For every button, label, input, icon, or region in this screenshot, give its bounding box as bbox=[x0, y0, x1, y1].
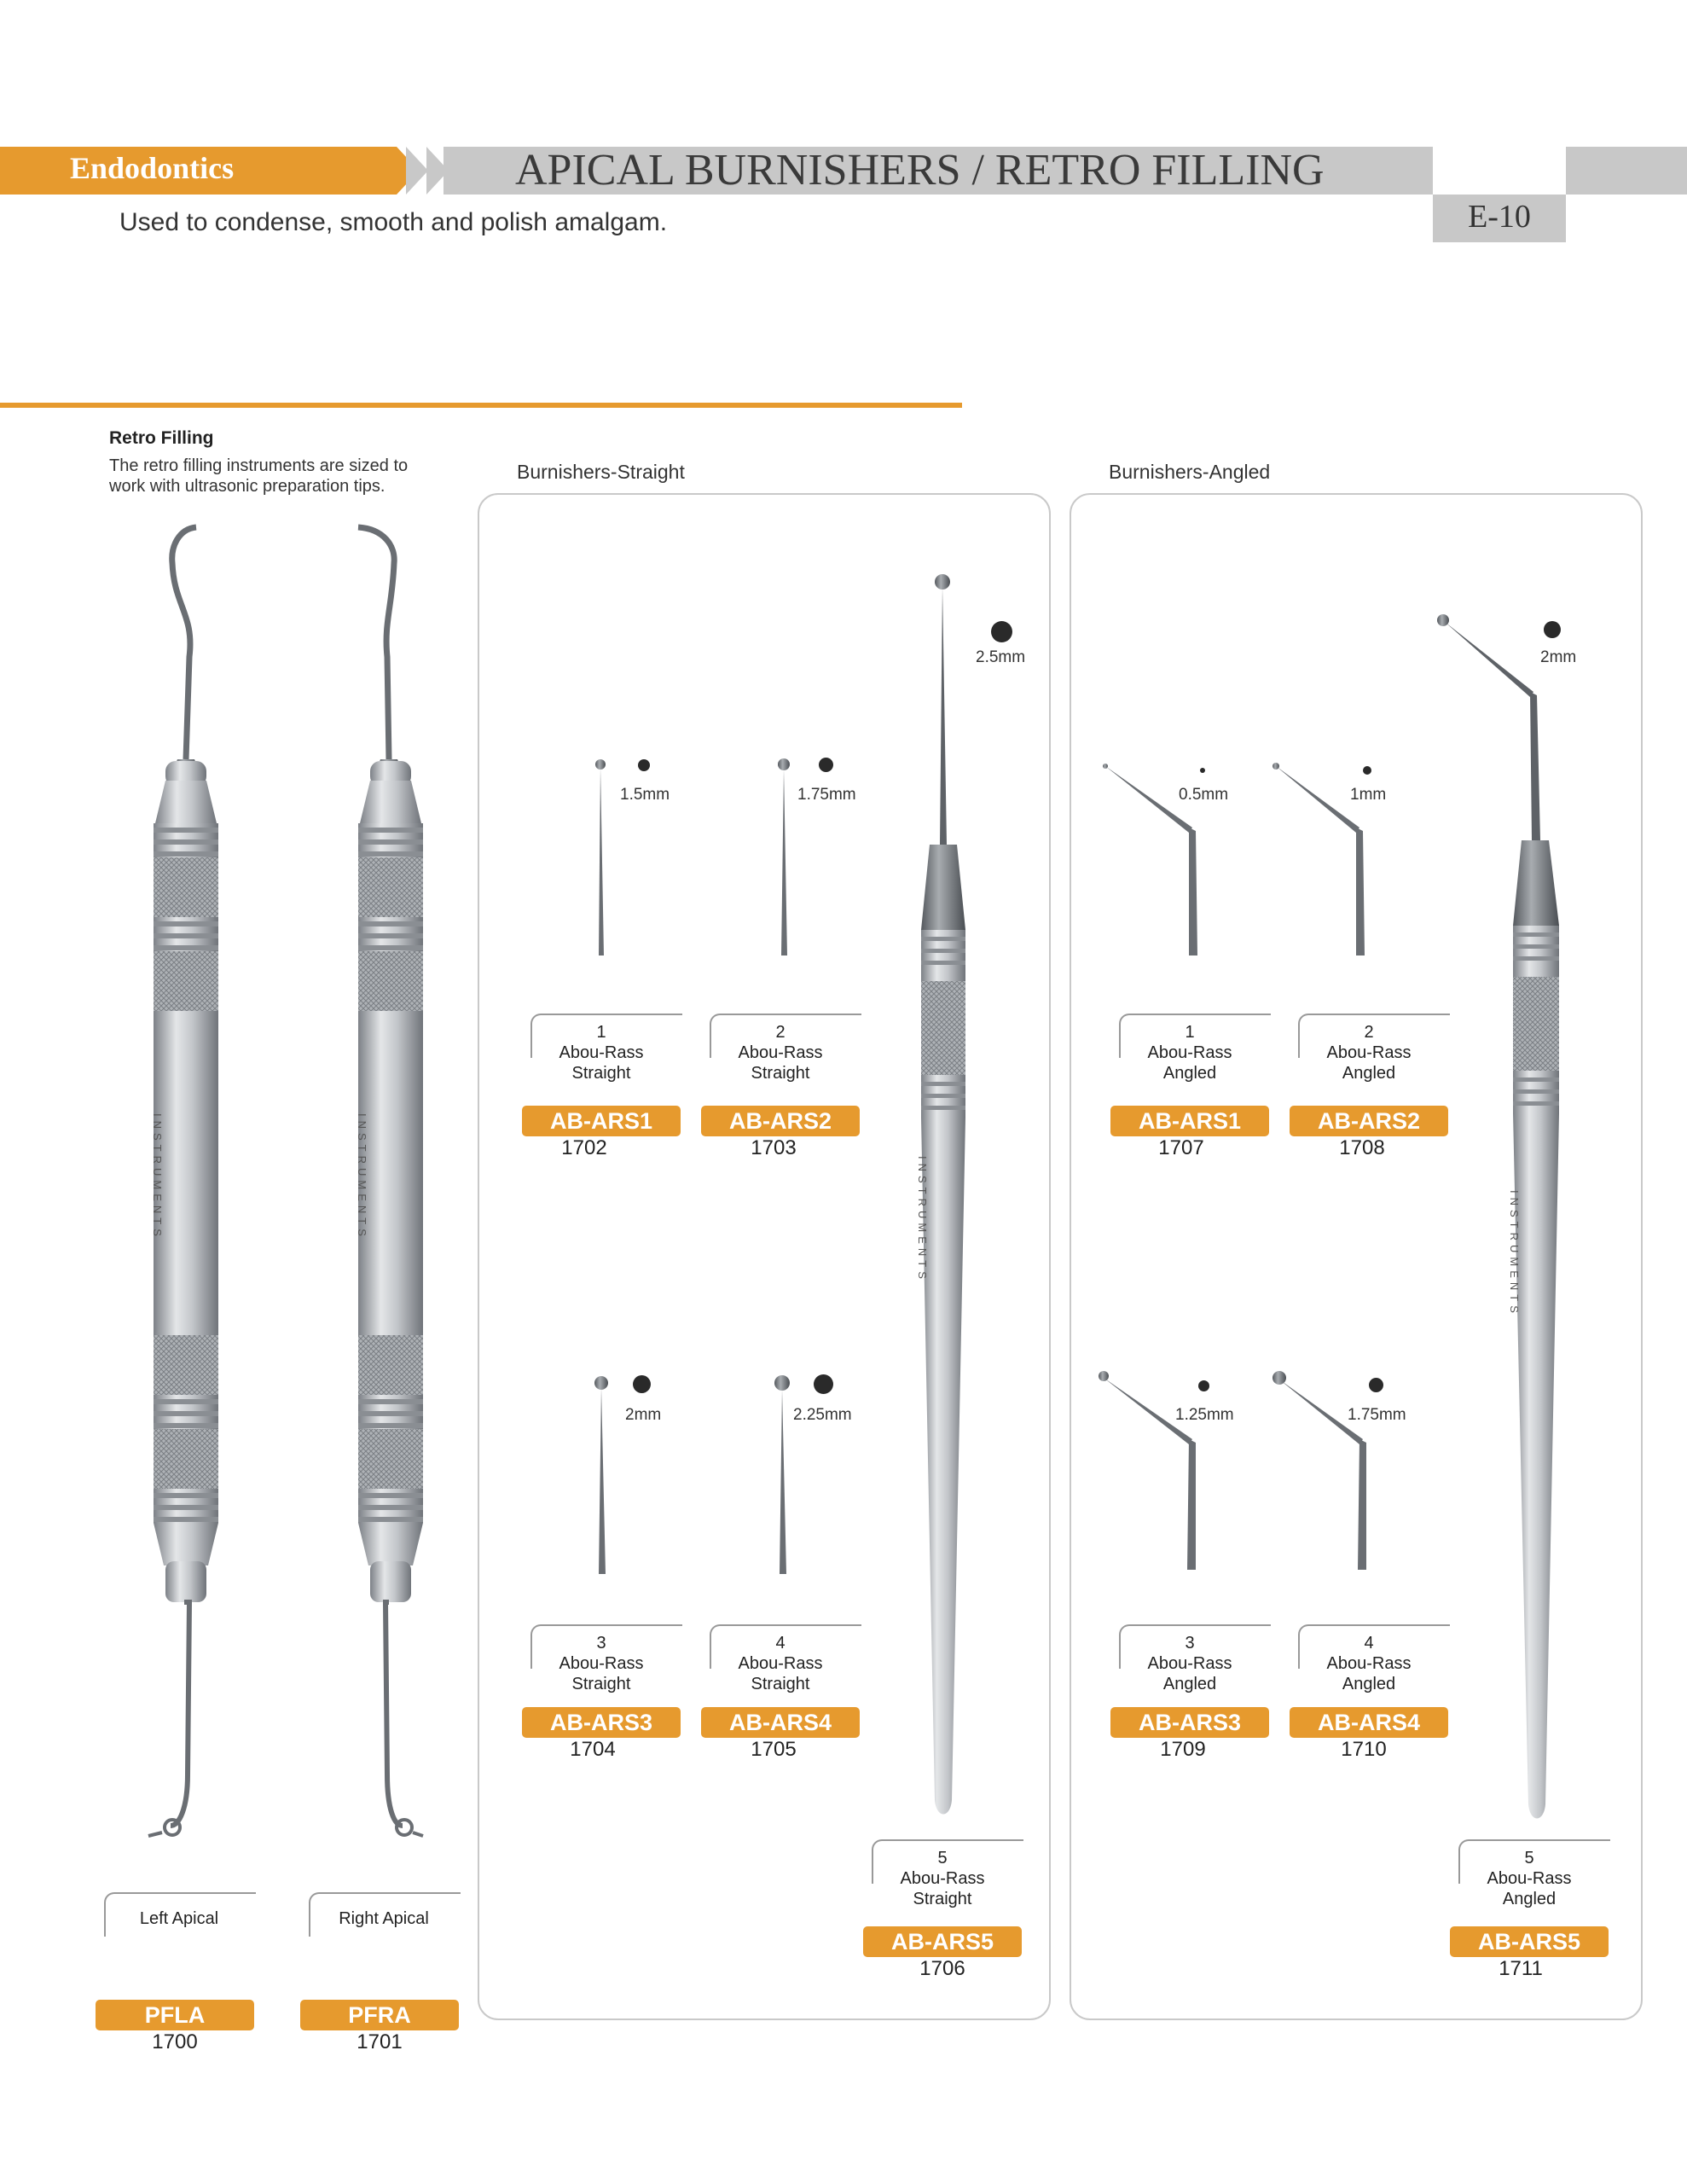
product-number: 1708 bbox=[1339, 1136, 1385, 1159]
product-number: 1702 bbox=[561, 1136, 607, 1159]
product-code-badge: AB-ARS3 bbox=[1110, 1707, 1269, 1738]
right-apical-instrument-image bbox=[333, 512, 443, 1851]
size-dot bbox=[1200, 768, 1205, 773]
angled-panel-title: Burnishers-Angled bbox=[1109, 461, 1271, 483]
product-number: 1706 bbox=[919, 1957, 965, 1980]
retro-filling-title: Retro Filling bbox=[109, 428, 214, 448]
item-description: 1 Abou-Rass Straight bbox=[559, 1023, 644, 1083]
size-dot bbox=[1198, 1380, 1209, 1391]
product-code-badge: PFLA bbox=[96, 2000, 254, 2030]
straight-burnisher-5-image bbox=[896, 572, 998, 1826]
brand-mark: INSTRUMENTS bbox=[1508, 1190, 1521, 1317]
burnisher-tip-image bbox=[588, 751, 614, 956]
item-description: 3 Abou-Rass Angled bbox=[1147, 1634, 1232, 1693]
left-apical-label: Left Apical bbox=[139, 1909, 219, 1928]
product-number: 1709 bbox=[1160, 1738, 1206, 1761]
item-description: 4 Abou-Rass Angled bbox=[1326, 1634, 1412, 1693]
product-number: 1707 bbox=[1158, 1136, 1204, 1159]
burnisher-tip-image bbox=[769, 1369, 795, 1574]
tip-size: 1.5mm bbox=[620, 786, 670, 804]
size-dot bbox=[1369, 1378, 1383, 1392]
header-right-band bbox=[1566, 147, 1687, 195]
burnisher-tip-image bbox=[588, 1369, 614, 1574]
tip-size: 1mm bbox=[1350, 786, 1387, 804]
burnisher-tip-image bbox=[1097, 1369, 1216, 1570]
product-code-badge: AB-ARS1 bbox=[522, 1106, 681, 1136]
burnisher-tip-image bbox=[1271, 1369, 1390, 1570]
tip-size: 2mm bbox=[625, 1406, 662, 1424]
product-code-badge: AB-ARS2 bbox=[701, 1106, 860, 1136]
tip-size: 2.25mm bbox=[793, 1406, 852, 1424]
size-dot bbox=[1363, 766, 1371, 775]
tip-size: 2mm bbox=[1540, 648, 1577, 666]
item-description: 1 Abou-Rass Angled bbox=[1147, 1023, 1232, 1083]
product-number: 1703 bbox=[751, 1136, 797, 1159]
product-code-badge: AB-ARS4 bbox=[701, 1707, 860, 1738]
product-code-badge: AB-ARS5 bbox=[1450, 1926, 1609, 1957]
right-apical-label: Right Apical bbox=[339, 1909, 429, 1928]
item-description: 3 Abou-Rass Straight bbox=[559, 1634, 644, 1693]
section-divider bbox=[0, 403, 962, 408]
section-name: Endodontics bbox=[70, 151, 235, 185]
size-dot bbox=[991, 621, 1012, 642]
item-description: 2 Abou-Rass Straight bbox=[738, 1023, 823, 1083]
tip-size: 1.25mm bbox=[1175, 1406, 1234, 1424]
product-code-badge: AB-ARS1 bbox=[1110, 1106, 1269, 1136]
size-dot bbox=[1544, 621, 1561, 638]
retro-filling-description: The retro filling instruments are sized to work with ultrasonic preparation tips. bbox=[109, 456, 409, 496]
tip-size: 2.5mm bbox=[976, 648, 1026, 666]
size-dot bbox=[638, 759, 650, 771]
burnisher-tip-image bbox=[772, 751, 797, 956]
product-code-badge: PFRA bbox=[300, 2000, 459, 2030]
product-number: 1700 bbox=[152, 2030, 198, 2053]
left-apical-instrument-image bbox=[128, 512, 239, 1851]
product-code-badge: AB-ARS3 bbox=[522, 1707, 681, 1738]
tip-size: 1.75mm bbox=[1348, 1406, 1406, 1424]
product-number: 1705 bbox=[751, 1738, 797, 1761]
product-number: 1701 bbox=[357, 2030, 403, 2053]
size-dot bbox=[633, 1375, 651, 1393]
brand-mark: INSTRUMENTS bbox=[356, 1113, 368, 1240]
product-code-badge: AB-ARS5 bbox=[863, 1926, 1022, 1957]
product-number: 1704 bbox=[570, 1738, 616, 1761]
product-code-badge: AB-ARS4 bbox=[1290, 1707, 1448, 1738]
product-code-badge: AB-ARS2 bbox=[1290, 1106, 1448, 1136]
tip-size: 0.5mm bbox=[1179, 786, 1229, 804]
item-description: 2 Abou-Rass Angled bbox=[1326, 1023, 1412, 1083]
straight-panel-title: Burnishers-Straight bbox=[517, 461, 685, 483]
page-number: E-10 bbox=[1468, 199, 1531, 235]
item-description: 4 Abou-Rass Straight bbox=[738, 1634, 823, 1693]
item-description: 5 Abou-Rass Straight bbox=[900, 1849, 985, 1908]
size-dot bbox=[819, 758, 833, 772]
item-description: 5 Abou-Rass Angled bbox=[1487, 1849, 1572, 1908]
product-number: 1710 bbox=[1341, 1738, 1387, 1761]
tip-size: 1.75mm bbox=[797, 786, 856, 804]
brand-mark: INSTRUMENTS bbox=[151, 1113, 164, 1240]
brand-mark: INSTRUMENTS bbox=[916, 1156, 929, 1283]
header-chevron bbox=[406, 147, 428, 195]
product-number: 1711 bbox=[1499, 1957, 1543, 1980]
page-subtitle: Used to condense, smooth and polish amalgam. bbox=[119, 208, 668, 236]
size-dot bbox=[814, 1374, 833, 1394]
page-title: APICAL BURNISHERS / RETRO FILLING bbox=[515, 146, 1325, 195]
